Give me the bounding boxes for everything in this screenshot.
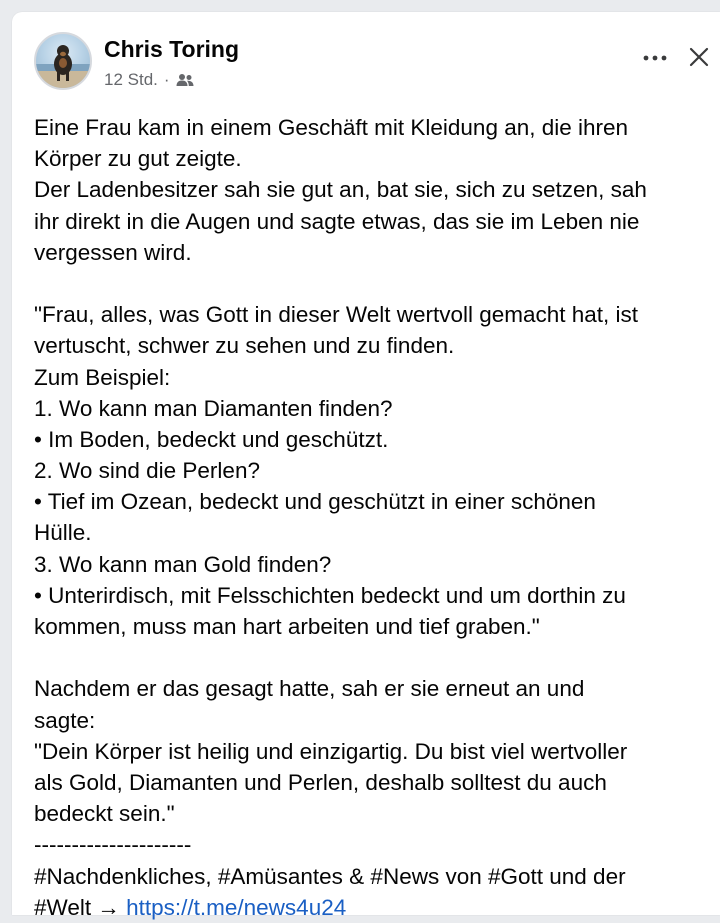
- post-line: vertuscht, schwer zu sehen und zu finden.: [34, 333, 455, 359]
- author-name[interactable]: Chris Toring: [104, 36, 240, 62]
- avatar[interactable]: [34, 32, 92, 90]
- post-line: 3. Wo kann man Gold finden?: [34, 551, 332, 577]
- post-line: Eine Frau kam in einem Geschäft mit Kleidung an, die ihren: [34, 115, 629, 140]
- post-line: kommen, muss man hart arbeiten und tief graben.": [34, 614, 540, 639]
- more-options-button[interactable]: [638, 46, 672, 70]
- post-header: [34, 32, 720, 96]
- more-horizontal-icon: [643, 55, 667, 61]
- post-line: 2. Wo sind die Perlen?: [34, 458, 260, 484]
- close-button[interactable]: [684, 42, 714, 72]
- post-line: sagte:: [34, 707, 96, 733]
- post-line: bedeckt sein.": [34, 801, 175, 827]
- telegram-link[interactable]: https://t.me/news4u24: [126, 894, 347, 920]
- post-line: Zum Beispiel:: [34, 364, 171, 390]
- meta-separator: ·: [163, 70, 170, 89]
- post-line: • Tief im Ozean, bedeckt und geschützt in einer schönen: [34, 489, 596, 515]
- dog-photo-icon: [36, 34, 90, 88]
- post-line: ihr direkt in die Augen und sagte etwas, das sie im Leben nie: [34, 208, 640, 234]
- post-line: 1. Wo kann man Diamanten finden?: [34, 395, 393, 421]
- divider-line: ---------------------: [34, 832, 192, 858]
- post-time[interactable]: 12 Std.: [104, 70, 158, 89]
- link-line: [34, 892, 710, 923]
- post-line: "Frau, alles, was Gott in dieser Welt wertvoll gemacht hat, ist: [34, 302, 639, 328]
- post-meta: [104, 70, 194, 90]
- post-line: vergessen wird.: [34, 239, 192, 265]
- hashtag-line: #Nachdenkliches, #Amüsantes & #News von #Gott und der: [34, 863, 626, 889]
- post-line: • Unterirdisch, mit Felsschichten bedeckt und um dorthin zu: [34, 582, 626, 608]
- hashtag-welt[interactable]: #Welt →: [34, 894, 127, 920]
- post-line: Körper zu gut zeigte.: [34, 146, 242, 172]
- people-icon: [176, 73, 194, 87]
- post-line: Hülle.: [34, 520, 92, 546]
- close-icon: [689, 47, 709, 67]
- post-line: Der Ladenbesitzer sah sie gut an, bat sie, sich zu setzen, sah: [34, 177, 647, 203]
- post-line: als Gold, Diamanten und Perlen, deshalb solltest du auch: [34, 769, 607, 795]
- post-card: [12, 12, 720, 920]
- post-line: • Im Boden, bedeckt und geschützt.: [34, 426, 389, 452]
- post-line: [34, 642, 710, 673]
- post-line: Nachdem er das gesagt hatte, sah er sie erneut an und: [34, 676, 585, 702]
- post-line: "Dein Körper ist heilig und einzigartig. Du bist viel wertvoller: [34, 738, 628, 764]
- post-line: [34, 268, 710, 299]
- post-text: [34, 112, 710, 923]
